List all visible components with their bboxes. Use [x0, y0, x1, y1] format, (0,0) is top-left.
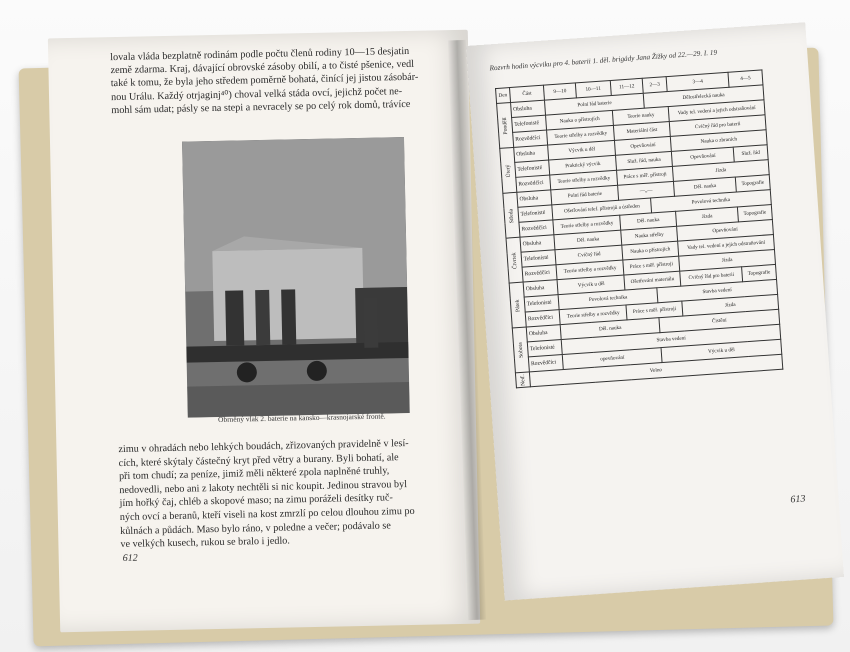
schedule-cell: Polní řád baterie — [545, 93, 644, 115]
schedule-cell: Opevňování — [615, 136, 672, 155]
part-cell: Obsluha — [526, 325, 562, 342]
text-line: mohl sám udat; pásly se na stepi a nevracely se po celý rok domů, trávíce — [111, 98, 411, 116]
schedule-cell: Jízda — [679, 249, 776, 271]
schedule-cell: Volno — [529, 354, 783, 387]
schedule-cell: Jízda — [673, 160, 770, 182]
part-cell: Telefonisté — [511, 115, 547, 132]
armored-train-photo — [182, 137, 410, 418]
text-line: kůlnách a půdách. Maso bylo ráno, v poledne a večer; podávalo se — [120, 519, 391, 537]
schedule-cell: Topografie — [737, 205, 772, 222]
schedule-cell: —„— — [618, 181, 675, 200]
schedule-cell: Děl. nauka — [620, 211, 677, 230]
schedule-cell: Děl. nauka — [561, 318, 660, 340]
text-line: při tom chudí; za peníze, jimiž měli některé zpola naplněné truhly, — [118, 465, 390, 483]
schedule-cell: Služ. řád — [733, 145, 768, 162]
schedule-cell: Povolová technika — [651, 190, 772, 213]
day-cell: Sobota — [512, 327, 529, 373]
part-cell: Obsluha — [513, 145, 549, 162]
text-line: nou Urálu. Každý otrjaginj⁴⁰) choval velká stáda ovcí, jejichž počet ne- — [110, 85, 403, 103]
schedule-cell: Cvičný řád — [555, 245, 623, 265]
schedule-cell: Jízda — [682, 294, 779, 316]
day-cell: Čtvrtek — [506, 237, 523, 283]
left-page-number: 612 — [122, 552, 138, 565]
schedule-cell: Teorie střelby a rozvědky — [560, 305, 628, 325]
schedule-cell: Ošetřování materiálu — [624, 271, 681, 290]
schedule-cell: Práce s měř. přístroji — [617, 166, 674, 185]
schedule-cell: Dělostřelecká nauka — [643, 85, 764, 108]
right-page — [466, 22, 844, 600]
schedule-cell: Cvičný řád pro baterii — [669, 115, 766, 137]
schedule-cell: Polní řád baterie — [551, 185, 619, 205]
header-cell: Část — [509, 85, 545, 102]
schedule-cell: Praktický výcvik — [549, 155, 617, 175]
schedule-cell: Výcvik u děl — [548, 140, 616, 160]
day-cell: Neď. — [515, 372, 530, 388]
text-line: země zdarma. Kraj, dávající obrovské zásoby obilí, a to čisté pšenice, vedl — [110, 59, 415, 77]
schedule-cell: Nauka střelby — [621, 226, 678, 245]
day-cell: Středa — [503, 192, 520, 238]
schedule-cell: Teorie střelby a rozvědky — [550, 170, 618, 190]
header-cell: 2—3 — [642, 77, 667, 94]
part-cell: Telefonisté — [521, 250, 557, 267]
part-cell: Obsluha — [520, 235, 556, 252]
photo-caption: Obrněný vlak 2. baterie na kansko—krasnojarské frontě. — [218, 411, 386, 424]
part-cell: Telefonisté — [514, 160, 550, 177]
text-line: ve velkých kusech, rukou se bralo i jedlo. — [120, 535, 290, 551]
schedule-cell: Opevňování — [672, 147, 735, 166]
schedule-cell: Děl. nauka — [554, 230, 622, 250]
text-line: také k tomu, že byla jeho středem poměrně bohatá, činící jej jistou zásobár- — [110, 72, 419, 90]
part-cell: Telefonisté — [527, 340, 563, 357]
text-line: cích, které skýtaly částečný kryt před větry a burany. Byli bohatí, ale — [118, 451, 399, 469]
day-cell: Úterý — [500, 147, 517, 193]
schedule-cell: Výcvik u děl — [557, 275, 625, 295]
schedule-cell: Teorie střelby a rozvědky — [553, 215, 621, 235]
schedule-cell: Teorie nauky — [612, 107, 669, 126]
schedule-cell: Nauka o přístrojích — [546, 110, 614, 130]
header-cell: 9—10 — [544, 83, 576, 100]
header-cell: 10—11 — [575, 81, 611, 98]
schedule-cell: Služ. řád, nauka — [616, 151, 673, 170]
schedule-cell: Práce s měř. přístroji — [623, 256, 680, 275]
schedule-cell: Vady tel. vedení a jejich odstraňování — [678, 235, 775, 257]
part-cell: Telefonisté — [524, 295, 560, 312]
text-line: lovala vláda bezplatně rodinám podle počtu členů rodiny 10—15 desjatin — [110, 45, 410, 64]
schedule-cell: Nauka o zbraních — [670, 130, 767, 152]
text-line: jím hořký čaj, chléb a skopové maso; na zimu poráželi desítky ruč- — [119, 492, 393, 510]
schedule-cell: Opevňování — [677, 220, 774, 242]
schedule-title: Rozvrh hodin výcviku pro 4. baterii 1. děl. brigády Jana Žižky od 22.—29. I. 19 — [489, 48, 718, 73]
part-cell: Telefonisté — [518, 205, 554, 222]
schedule-cell: Jízda — [676, 207, 739, 226]
left-page — [48, 30, 480, 633]
schedule-cell: Vady tel. vedení a jejich odstraňování — [668, 100, 765, 122]
schedule-cell: Cvičný řád pro baterii — [680, 267, 743, 286]
text-line: ných ovcí a beranů, kteří viseli na kost zmrzlí po celou dlouhou zimu po — [119, 505, 415, 524]
schedule-cell: Práce s měř. přístroji — [626, 301, 683, 320]
schedule-cell: Děl. nauka — [674, 177, 737, 196]
part-cell: Obsluha — [510, 100, 546, 117]
header-cell: 11—12 — [610, 78, 643, 95]
schedule-cell: Nauka o přístrojích — [622, 241, 679, 260]
part-cell: Rozvědčíci — [525, 310, 561, 327]
schedule-cell: opevňování — [563, 348, 662, 370]
part-cell: Obsluha — [516, 190, 552, 207]
schedule-cell: Topografie — [742, 264, 777, 281]
schedule-cell: Povolová technika — [559, 288, 658, 310]
day-cell: Pátek — [509, 282, 526, 328]
left-body-text — [118, 436, 470, 552]
part-cell: Rozvědčíci — [522, 265, 558, 282]
part-cell: Rozvědčíci — [515, 175, 551, 192]
schedule-table — [495, 69, 783, 388]
schedule-cell: Materiální část — [613, 121, 670, 140]
schedule-cell: Stavba vedení — [562, 324, 781, 354]
left-intro-text — [110, 44, 457, 117]
header-cell: 4—5 — [728, 70, 763, 87]
schedule-cell: Teorie střelby a rozvědky — [547, 125, 615, 145]
part-cell: Rozvědčíci — [512, 130, 548, 147]
schedule-cell: Stavba vedení — [657, 279, 778, 302]
schedule-cell: Výcvik u děl — [661, 339, 782, 362]
part-cell: Rozvědčíci — [519, 220, 555, 237]
schedule-cell: Čistění — [659, 309, 780, 332]
part-cell: Rozvědčíci — [528, 355, 564, 372]
schedule-body — [497, 85, 783, 388]
header-cell: 3—4 — [666, 72, 729, 91]
part-cell: Obsluha — [523, 280, 559, 297]
header-cell: Den — [496, 88, 511, 104]
schedule-cell: Ošetřování telef. přístrojů a ústředen — [552, 198, 651, 220]
text-line: nedovedli, nebo ani z lakoty nechtěli si nic koupit. Jedinou stravou byl — [119, 478, 408, 496]
schedule-cell: Topografie — [735, 175, 770, 192]
text-line: zimu v ohradách nebo lehkých boudách, zřizovaných pravidelně v lesí- — [118, 437, 409, 456]
schedule-cell: Teorie střelby a rozvědky — [556, 260, 624, 280]
day-cell: Pondělí — [497, 103, 514, 149]
right-page-number: 613 — [790, 493, 806, 506]
